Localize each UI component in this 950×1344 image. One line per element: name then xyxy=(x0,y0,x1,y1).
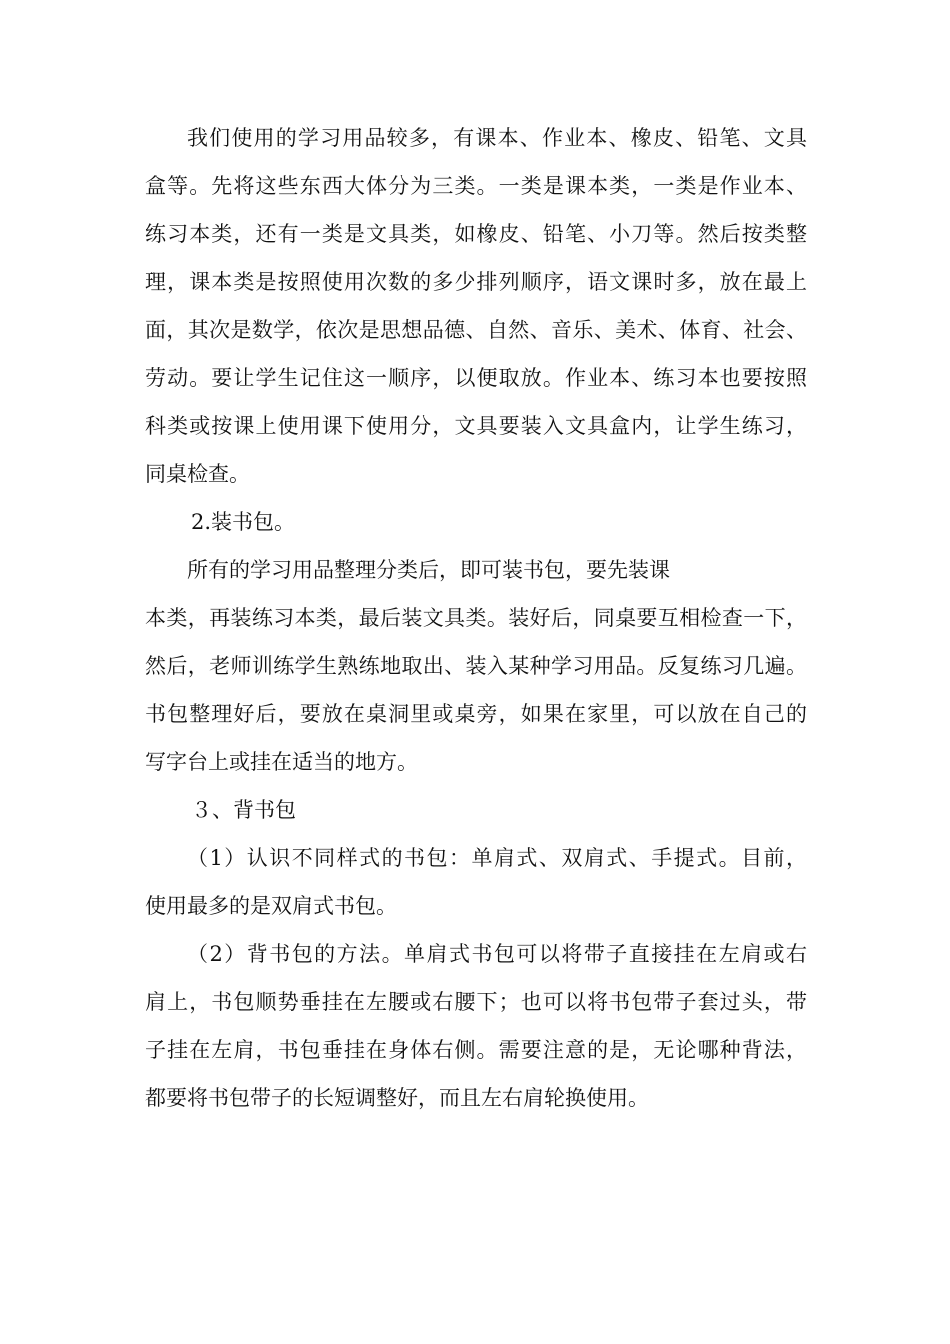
section-heading: 2.装书包。 xyxy=(191,510,296,534)
section-heading: ３、背书包 xyxy=(191,798,296,822)
paragraph-bag-styles xyxy=(145,834,807,930)
text-line: 书包整理好后，要放在桌洞里或桌旁，如果在家里，可以放在自己的 xyxy=(145,702,807,726)
text-line: 然后，老师训练学生熟练地取出、装入某种学习用品。反复练习几遍。 xyxy=(145,654,807,678)
text-line: （2）背书包的方法。单肩式书包可以将带子直接挂在左肩或右 xyxy=(187,942,807,966)
heading-pack-bag xyxy=(145,498,807,546)
text-line: 本类，再装练习本类，最后装文具类。装好后，同桌要互相检查一下， xyxy=(145,606,807,630)
document-body xyxy=(145,114,807,1122)
paragraph-pack-bag xyxy=(145,546,807,786)
text-line: 所有的学习用品整理分类后，即可装书包，要先装课 xyxy=(187,558,670,582)
text-line: （1）认识不同样式的书包：单肩式、双肩式、手提式。目前， xyxy=(187,846,807,870)
text-line: 科类或按课上使用课下使用分，文具要装入文具盒内，让学生练习， xyxy=(145,414,807,438)
text-line: 劳动。要让学生记住这一顺序，以便取放。作业本、练习本也要按照 xyxy=(145,366,807,390)
text-line: 写字台上或挂在适当的地方。 xyxy=(145,750,418,774)
heading-carry-bag xyxy=(145,786,807,834)
text-line: 理，课本类是按照使用次数的多少排列顺序，语文课时多，放在最上 xyxy=(145,270,807,294)
text-line: 同桌检查。 xyxy=(145,462,250,486)
text-line: 盒等。先将这些东西大体分为三类。一类是课本类，一类是作业本、 xyxy=(145,174,807,198)
paragraph-carry-method xyxy=(145,930,807,1122)
text-line: 我们使用的学习用品较多，有课本、作业本、橡皮、铅笔、文具 xyxy=(187,126,807,150)
text-line: 使用最多的是双肩式书包。 xyxy=(145,894,397,918)
text-line: 都要将书包带子的长短调整好，而且左右肩轮换使用。 xyxy=(145,1086,649,1110)
text-line: 子挂在左肩，书包垂挂在身体右侧。需要注意的是，无论哪种背法， xyxy=(145,1038,807,1062)
text-line: 面，其次是数学，依次是思想品德、自然、音乐、美术、体育、社会、 xyxy=(145,318,807,342)
paragraph-school-supplies xyxy=(145,114,807,498)
text-line: 肩上，书包顺势垂挂在左腰或右腰下；也可以将书包带子套过头，带 xyxy=(145,990,807,1014)
text-line: 练习本类，还有一类是文具类，如橡皮、铅笔、小刀等。然后按类整 xyxy=(145,222,807,246)
